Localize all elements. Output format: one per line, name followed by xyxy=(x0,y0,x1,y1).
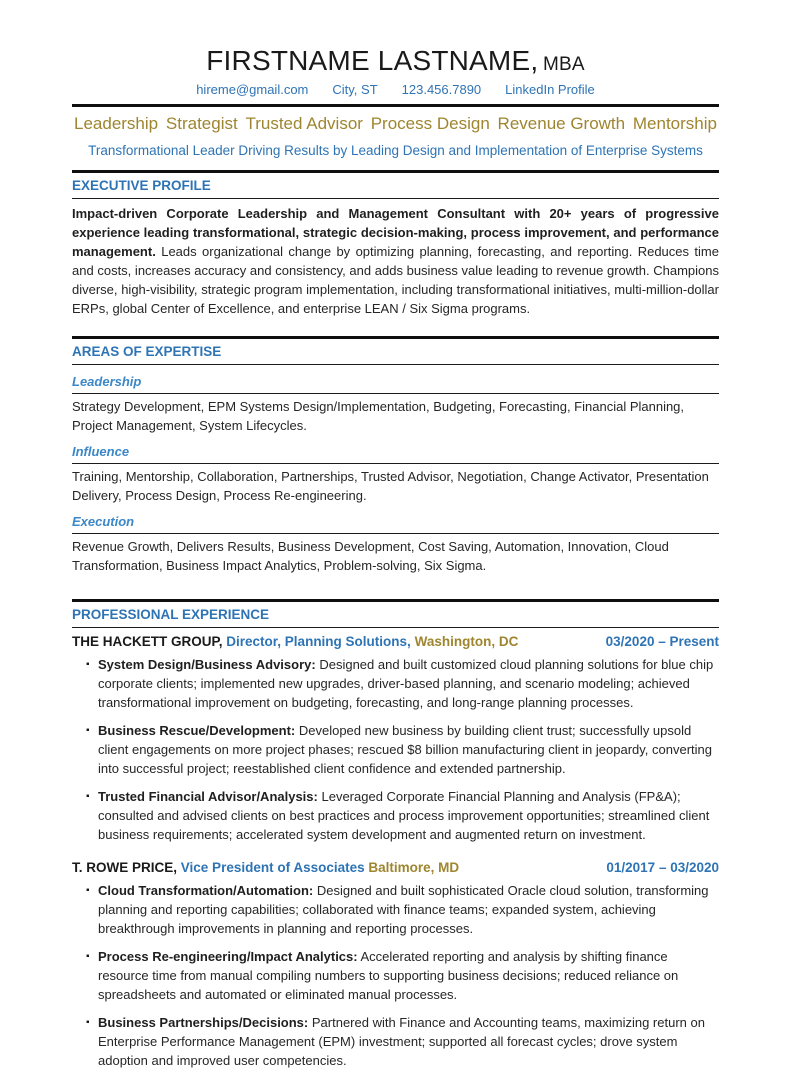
square-bullet-icon: ▪ xyxy=(86,725,90,736)
keyword-strategist: Strategist xyxy=(165,114,238,133)
job-header-left xyxy=(72,633,518,650)
bullet-text xyxy=(98,721,719,778)
square-bullet-icon: ▪ xyxy=(86,951,90,962)
expertise-category-leadership xyxy=(72,374,719,435)
job-bullet xyxy=(86,787,719,844)
job-bullet xyxy=(86,655,719,712)
resume-header xyxy=(72,44,719,159)
square-bullet-icon: ▪ xyxy=(86,659,90,670)
expertise-items: Training, Mentorship, Collaboration, Partnerships, Trusted Advisor, Negotiation, Change Activator, Presentation Delivery, Process Design, Process Re-engineering. xyxy=(72,469,709,503)
bullet-detail: Leveraged Corporate Financial Planning and Analysis (FP&A); consulted and advised clients on best practices and process improvement opportunities; streamlined client business requirements; accelerated system development and augmented return on investment. xyxy=(98,789,710,842)
bullet-detail: Designed and built sophisticated Oracle cloud solution, transforming planning and reporting capabilities; collaborated with finance teams; expanded system, achieving breakthrough improvements in planning and reporting processes. xyxy=(98,883,709,936)
expertise-items: Revenue Growth, Delivers Results, Business Development, Cost Saving, Automation, Innovation, Cloud Transformation, Business Impact Analytics, Problem-solving, Six Sigma. xyxy=(72,539,669,573)
profile-body-text: Leads organizational change by optimizing planning, forecasting, and reporting. Reduces time and costs, increases accuracy and consistency, and adds business value leading to revenue growth. Champions diverse, high-visibility, strategic program implementation, including transformational initiatives, multi-million-dollar ERPs, global Center of Excellence, and enterprise LEAN / Six Sigma programs. xyxy=(72,244,719,316)
section-areas-of-expertise xyxy=(72,336,719,575)
bullet-detail: Designed and built customized cloud planning solutions for blue chip corporate clients; implemented new upgrades, driver-based planning, and scenario modeling; achieved transformational improvement on budgeting, forecasting, and long-range planning processes. xyxy=(98,657,714,710)
square-bullet-icon: ▪ xyxy=(86,1017,90,1028)
job-bullet xyxy=(86,947,719,1004)
job-location: Baltimore, MD xyxy=(368,860,460,875)
square-bullet-icon: ▪ xyxy=(86,885,90,896)
section-professional-experience xyxy=(72,599,719,1070)
keyword-process-design: Process Design xyxy=(370,114,490,133)
job-bullet xyxy=(86,881,719,938)
keyword-mentorship: Mentorship xyxy=(632,114,717,133)
job-company: T. ROWE PRICE, xyxy=(72,860,178,875)
expertise-title: Leadership xyxy=(72,374,719,394)
bullet-label: Business Partnerships/Decisions: xyxy=(98,1015,309,1030)
job-entry-t-rowe-price xyxy=(72,859,719,1070)
contact-location: City, ST xyxy=(332,82,378,97)
job-location: Washington, DC xyxy=(414,634,519,649)
tagline: Transformational Leader Driving Results by Leading Design and Implementation of Enterprise Systems xyxy=(88,143,703,158)
keyword-leadership: Leadership xyxy=(74,114,159,133)
job-header xyxy=(72,859,719,876)
job-dates: 01/2017 – 03/2020 xyxy=(606,860,719,875)
expertise-title: Influence xyxy=(72,444,719,464)
bullet-text xyxy=(98,1013,719,1070)
executive-profile-heading: EXECUTIVE PROFILE xyxy=(72,178,719,199)
contact-line xyxy=(72,81,719,98)
expertise-category-execution xyxy=(72,514,719,575)
bullet-label: Trusted Financial Advisor/Analysis: xyxy=(98,789,318,804)
bullet-text xyxy=(98,655,719,712)
bullet-detail: Accelerated reporting and analysis by shifting finance resource time from manual compiling numbers to supporting business decisions; reduced reliance on spreadsheets and automated or eliminated manual processes. xyxy=(98,949,679,1002)
job-bullet xyxy=(86,721,719,778)
job-title: Vice President of Associates xyxy=(180,860,365,875)
expertise-category-influence xyxy=(72,444,719,505)
areas-of-expertise-heading: AREAS OF EXPERTISE xyxy=(72,344,719,365)
bullet-detail: Partnered with Finance and Accounting teams, maximizing return on Enterprise Performance Management (EPM) investment; supported all forecast cycles; drove system adoption and improved user competencies. xyxy=(98,1015,705,1068)
keyword-trusted-advisor: Trusted Advisor xyxy=(245,114,363,133)
bullet-text xyxy=(98,881,719,938)
linkedin-link[interactable]: LinkedIn Profile xyxy=(505,82,595,97)
bullet-label: Process Re-engineering/Impact Analytics: xyxy=(98,949,358,964)
square-bullet-icon: ▪ xyxy=(86,791,90,802)
divider xyxy=(72,104,719,107)
executive-profile-text xyxy=(72,204,719,318)
bullet-text xyxy=(98,947,719,1004)
section-executive-profile xyxy=(72,170,719,318)
job-dates: 03/2020 – Present xyxy=(605,634,719,649)
expertise-title: Execution xyxy=(72,514,719,534)
expertise-items: Strategy Development, EPM Systems Design/Implementation, Budgeting, Forecasting, Financial Planning, Project Management, System Lifecycles. xyxy=(72,399,685,433)
job-bullet xyxy=(86,1013,719,1070)
job-bullet-list xyxy=(72,655,719,844)
candidate-name xyxy=(72,44,719,78)
job-header xyxy=(72,633,719,650)
job-bullet-list xyxy=(72,881,719,1070)
job-header-left xyxy=(72,859,459,876)
bullet-label: Cloud Transformation/Automation: xyxy=(98,883,314,898)
contact-phone: 123.456.7890 xyxy=(401,82,482,97)
job-title: Director, Planning Solutions, xyxy=(226,634,411,649)
bullet-detail: Developed new business by building client trust; successfully upsold client engagements on more project phases; rescued $8 billion manufacturing client in jeopardy, converting into successful project; reestablished client confidence and extended partnership. xyxy=(98,723,713,776)
keyword-strip xyxy=(74,113,717,134)
candidate-degree: MBA xyxy=(542,54,585,75)
bullet-text xyxy=(98,787,719,844)
email-link[interactable]: hireme@gmail.com xyxy=(196,82,309,97)
keyword-revenue-growth: Revenue Growth xyxy=(497,114,626,133)
profile-lead-text: Impact-driven Corporate Leadership and Management Consultant with 20+ years of progressive experience leading transformational, strategic decision-making, process improvement, and performance management. xyxy=(72,206,719,259)
bullet-label: Business Rescue/Development: xyxy=(98,723,296,738)
job-entry-hackett-group xyxy=(72,633,719,844)
bullet-label: System Design/Business Advisory: xyxy=(98,657,316,672)
candidate-name-text: FIRSTNAME LASTNAME, xyxy=(206,45,539,76)
professional-experience-heading: PROFESSIONAL EXPERIENCE xyxy=(72,607,719,628)
job-company: THE HACKETT GROUP, xyxy=(72,634,223,649)
